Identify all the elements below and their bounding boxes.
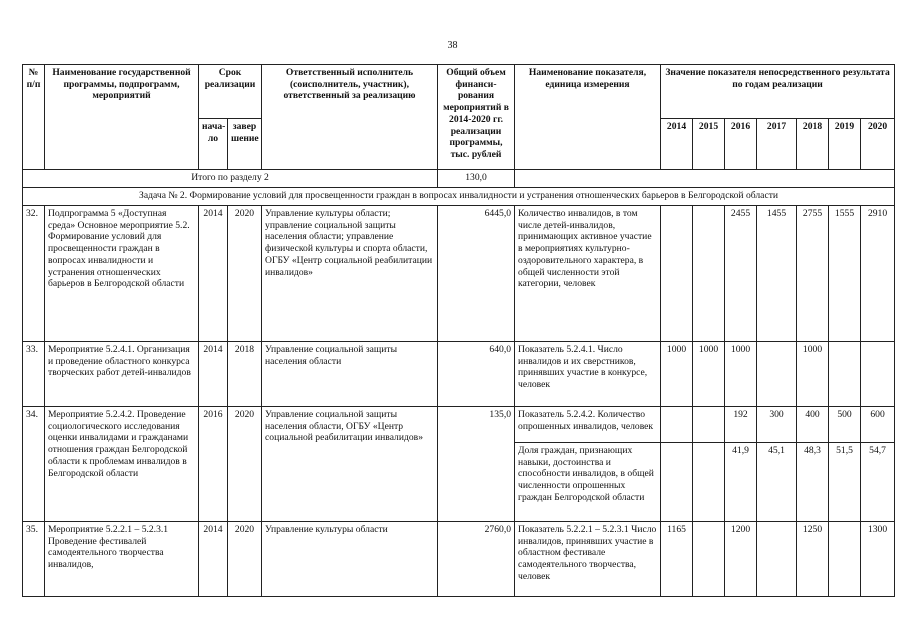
row-value: 1000	[725, 342, 757, 407]
row-value: 1200	[725, 522, 757, 597]
summary-volume: 130,0	[438, 170, 515, 188]
header-year: 2020	[861, 119, 895, 170]
header-year: 2014	[661, 119, 693, 170]
row-value: 1455	[757, 206, 797, 342]
row-value: 1165	[661, 522, 693, 597]
row-indicator: Показатель 5.2.4.1. Число инвалидов и их сверстников, принявших участие в конкурсе, человек	[515, 342, 661, 407]
row-value	[693, 443, 725, 522]
row-value: 500	[829, 407, 861, 443]
row-value	[861, 342, 895, 407]
row-value: 1000	[661, 342, 693, 407]
row-name: Мероприятие 5.2.4.2. Проведение социологического исследования оценки инвалидами и гражданами отношения граждан Белгородской области к проблемам инвалидов в Белгородской области	[45, 407, 199, 522]
row-value: 1000	[797, 342, 829, 407]
row-start: 2014	[199, 342, 228, 407]
summary-row	[23, 170, 895, 188]
table-row	[23, 522, 895, 597]
header-executor: Ответственный исполнитель (соисполнитель, участник), ответственный за реализацию	[262, 65, 438, 170]
row-value	[661, 206, 693, 342]
header-year: 2015	[693, 119, 725, 170]
row-value	[661, 407, 693, 443]
table-row	[23, 206, 895, 342]
row-volume: 6445,0	[438, 206, 515, 342]
header-indicator: Наименование показателя, единица измерения	[515, 65, 661, 170]
task-title: Задача № 2. Формирование условий для просвещенности граждан в вопросах инвалидности и устранения отношенческих барьеров в Белгородской области	[23, 188, 895, 206]
row-value: 51,5	[829, 443, 861, 522]
row-name: Подпрограмма 5 «Доступная среда» Основное мероприятие 5.2. Формирование условий для просвещенности граждан в вопросах инвалидности и устранения отношенческих барьеров в Белгородской области	[45, 206, 199, 342]
row-end: 2020	[228, 407, 262, 522]
header-period: Срок реализации	[199, 65, 262, 119]
row-indicator: Показатель 5.2.2.1 – 5.2.3.1 Число инвалидов, принявших участие в областном фестивале самодеятельного творчества, человек	[515, 522, 661, 597]
row-num: 32.	[23, 206, 45, 342]
row-value	[693, 522, 725, 597]
row-value: 400	[797, 407, 829, 443]
header-year: 2018	[797, 119, 829, 170]
row-volume: 135,0	[438, 407, 515, 522]
row-num: 33.	[23, 342, 45, 407]
header-start: нача- ло	[199, 119, 228, 170]
row-executor: Управление социальной защиты населения области, ОГБУ «Центр социальной реабилитации инвалидов»	[262, 407, 438, 522]
row-name: Мероприятие 5.2.4.1. Организация и проведение областного конкурса творческих работ детей-инвалидов	[45, 342, 199, 407]
row-end: 2020	[228, 522, 262, 597]
row-value	[829, 342, 861, 407]
row-executor: Управление социальной защиты населения области	[262, 342, 438, 407]
row-value: 2755	[797, 206, 829, 342]
row-volume: 640,0	[438, 342, 515, 407]
row-value: 1250	[797, 522, 829, 597]
header-row	[23, 65, 895, 119]
row-value: 192	[725, 407, 757, 443]
row-name: Мероприятие 5.2.2.1 – 5.2.3.1 Проведение фестивалей самодеятельного творчества инвалидов,	[45, 522, 199, 597]
row-end: 2018	[228, 342, 262, 407]
summary-label: Итого по разделу 2	[23, 170, 438, 188]
row-value: 2910	[861, 206, 895, 342]
row-start: 2016	[199, 407, 228, 522]
row-volume: 2760,0	[438, 522, 515, 597]
row-value: 300	[757, 407, 797, 443]
row-executor: Управление культуры области; управление социальной защиты населения области; управление физической культуры и спорта области, ОГБУ «Центр социальной реабилитации инвалидов»	[262, 206, 438, 342]
row-value: 54,7	[861, 443, 895, 522]
header-volume: Общий объем финанси-рования мероприятий в 2014-2020 гг. реализации программы, тыс. рублей	[438, 65, 515, 170]
row-value	[693, 407, 725, 443]
row-num: 34.	[23, 407, 45, 522]
header-year: 2017	[757, 119, 797, 170]
task-row	[23, 188, 895, 206]
row-value	[757, 342, 797, 407]
row-value: 1555	[829, 206, 861, 342]
table-row	[23, 342, 895, 407]
row-start: 2014	[199, 206, 228, 342]
row-value	[661, 443, 693, 522]
row-value: 48,3	[797, 443, 829, 522]
program-table	[22, 64, 895, 597]
row-value: 45,1	[757, 443, 797, 522]
header-num: № п/п	[23, 65, 45, 170]
row-value	[693, 206, 725, 342]
header-name: Наименование государственной программы, подпрограмм, мероприятий	[45, 65, 199, 170]
header-values-title: Значение показателя непосредственного результата по годам реализации	[661, 65, 895, 119]
row-start: 2014	[199, 522, 228, 597]
page-number: 38	[447, 40, 458, 51]
row-value: 2455	[725, 206, 757, 342]
row-value: 41,9	[725, 443, 757, 522]
header-year: 2019	[829, 119, 861, 170]
table-row	[23, 407, 895, 443]
row-end: 2020	[228, 206, 262, 342]
row-value: 1000	[693, 342, 725, 407]
header-year: 2016	[725, 119, 757, 170]
header-end: завер шение	[228, 119, 262, 170]
row-indicator: Показатель 5.2.4.2. Количество опрошенных инвалидов, человек	[515, 407, 661, 443]
row-indicator: Количество инвалидов, в том числе детей-инвалидов, принимающих активное участие в мероприятиях культурно-оздоровительного характера, в общей численности этой категории, человек	[515, 206, 661, 342]
row-executor: Управление культуры области	[262, 522, 438, 597]
row-num: 35.	[23, 522, 45, 597]
row-value	[757, 522, 797, 597]
row-value	[829, 522, 861, 597]
row-value: 600	[861, 407, 895, 443]
row-indicator: Доля граждан, признающих навыки, достоинства и способности инвалидов, в общей численности опрошенных граждан Белгородской области	[515, 443, 661, 522]
row-value: 1300	[861, 522, 895, 597]
